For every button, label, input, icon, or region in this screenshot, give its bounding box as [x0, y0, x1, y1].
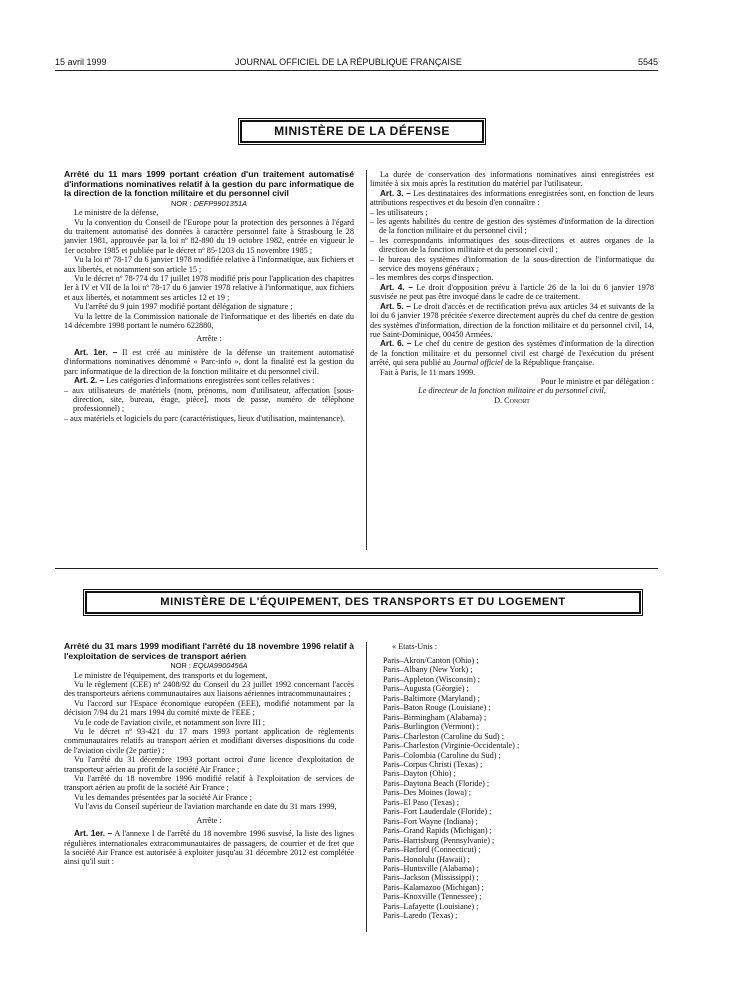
visa-paragraph: Vu le décret nº 93-421 du 17 mars 1993 portant application de règlements communautaires relatifs au transport aérien et modifiant diverses dispositions du code de l'aviation civile (2e partie) ;	[64, 727, 354, 755]
list-item: Paris–Charleston (Caroline du Sud) ;	[383, 731, 504, 741]
header-rule	[55, 70, 658, 71]
section-rule	[55, 568, 658, 569]
list-item: – les membres des corps d'inspection.	[370, 273, 494, 283]
signature-name: D. Conort	[494, 395, 530, 405]
visa-paragraph: Vu les demandes présentées par la société Air France ;	[74, 792, 252, 802]
list-item: Paris–Augusta (Géorgie) ;	[383, 684, 469, 694]
list-item: Paris–Harrisburg (Pennsylvanie) ;	[383, 835, 495, 845]
visa-list	[64, 671, 354, 812]
ministry-heading-equipement: MINISTÈRE DE L'ÉQUIPEMENT, DES TRANSPORTS ET DU LOGEMENT	[85, 591, 641, 614]
list-item: Paris–Birmingham (Alabama) ;	[383, 712, 487, 722]
visa-paragraph: Le ministre de la défense,	[74, 208, 159, 218]
article-4: Art. 4. – Le droit d'opposition prévu à l'article 26 de la loi du 6 janvier 1978 susvisée ne peut pas être invoqué dans le cadre de ce traitement.	[370, 282, 654, 302]
list-item: Paris–Dayton (Ohio) ;	[383, 769, 456, 779]
visa-paragraph: Vu la loi nº 78-17 du 6 janvier 1978 modifiée relative à l'informatique, aux fichiers et aux libertés, et notamment son article 15 ;	[64, 255, 354, 274]
decree-title: Arrêté du 11 mars 1999 portant création d'un traitement automatisé d'informations nominatives relatif à la gestion du parc informatique de la direction de la fonction militaire et du personnel civil	[64, 169, 354, 199]
list-item: Paris–Baton Rouge (Louisiane) ;	[383, 703, 491, 713]
list-item: Paris–Appleton (Wisconsin) ;	[383, 674, 480, 684]
article-2: Art. 2. – Les catégories d'informations enregistrées sont celles relatives :	[74, 376, 315, 386]
visa-paragraph: Vu le décret nº 78-774 du 17 juillet 1978 modifié pris pour l'application des chapitres Ier à IV et VII de la loi nº 78-17 du 6 janvier 1978 relative à l'informatique, aux fichiers et aux libertés, et notamment ses articles 12 et 19 ;	[64, 274, 354, 302]
list-item: Paris–Charleston (Virginie-Occidentale) ;	[383, 741, 520, 751]
visa-paragraph: Vu l'avis du Conseil supérieur de l'aviation marchande en date du 31 mars 1999,	[74, 802, 337, 812]
article-6: Art. 6. – Le chef du centre de gestion des systèmes d'information de la direction de la fonction militaire et du personnel civil est chargé de l'exécution du présent arrêté, qui sera publié au Journal officiel de la République française.	[370, 339, 654, 368]
visa-paragraph: Vu l'arrêté du 9 juin 1997 modifié portant délégation de signature ;	[74, 302, 293, 312]
visa-list	[64, 208, 354, 330]
visa-paragraph: Vu le code de l'aviation civile, et notamment son livre III ;	[74, 717, 266, 727]
list-item: Paris–Des Moines (Iowa) ;	[383, 788, 471, 798]
list-item: Paris–Burlington (Vermont) ;	[383, 722, 479, 732]
etats-unis-heading: « Etats-Unis :	[392, 642, 438, 651]
article-2-list	[64, 386, 354, 424]
page-header	[55, 57, 658, 69]
nor-reference: NOR : EQUA9900456A	[170, 661, 248, 671]
list-item: Paris–Knoxville (Tennessee) ;	[383, 892, 482, 902]
list-item: – aux matériels et logiciels du parc (caractéristiques, lieux d'utilisation, maintenance).	[64, 413, 345, 423]
list-item: Paris–Corpus Christi (Texas) ;	[383, 759, 483, 769]
list-item: Paris–Baltimore (Maryland) ;	[383, 693, 480, 703]
article-1: Art. 1er. – Il est créé au ministère de la défense un traitement automatisé d'informations nominatives dénommé « Parc-info », dont la finalité est la gestion du parc informatique de la direction de la fonction militaire et du personnel civil.	[64, 347, 354, 376]
visa-paragraph: Le ministre de l'équipement, des transports et du logement,	[74, 670, 268, 680]
list-item: Paris–Harford (Connecticut) ;	[383, 845, 481, 855]
list-item: Paris–El Paso (Texas) ;	[383, 797, 460, 807]
article-3-list	[370, 208, 654, 283]
list-item: Paris–Kalamazoo (Michigan) ;	[383, 882, 484, 892]
equipement-left-column	[64, 642, 354, 867]
article-3: Art. 3. – Les destinataires des informations enregistrées sont, en fonction de leurs attributions respectives et du besoin d'en connaître :	[370, 188, 654, 208]
header-date: 15 avril 1999	[55, 57, 107, 67]
list-item: – le bureau des systèmes d'information de la sous-direction de l'informatique du service des moyens généraux ;	[370, 254, 654, 274]
route-list	[383, 656, 653, 921]
article-5: Art. 5. – Le droit d'accès et de rectification prévu aux articles 34 et suivants de la loi du 6 janvier 1978 précitée s'exerce directement auprès du chef du centre de gestion des systèmes d'information, direction de la fonction militaire et du personnel civil, 14, rue Saint-Dominique, 00450 Armées.	[370, 301, 654, 339]
list-item: – les correspondants informatiques des sous-directions et autres organes de la direction de la fonction militaire et du personnel civil ;	[370, 235, 654, 255]
list-item: Paris–Akron/Canton (Ohio) ;	[383, 656, 479, 665]
column-divider	[366, 642, 367, 932]
visa-paragraph: Vu le règlement (CEE) nº 2408/92 du Conseil du 23 juillet 1992 concernant l'accès des transporteurs aériens communautaires aux liaisons aériennes intracommunautaires ;	[64, 680, 354, 699]
article-1: Art. 1er. – A l'annexe I de l'arrêté du 18 novembre 1996 susvisé, la liste des lignes régulières internationales extracommunautaires de passagers, de courrier et de fret que la société Air France est autorisée à exploiter jusqu'au 31 décembre 2012 est complétée ainsi qu'il suit :	[64, 829, 354, 867]
etats-unis-heading-wrap	[392, 642, 652, 651]
visa-paragraph: Vu la convention du Conseil de l'Europe pour la protection des personnes à l'égard du traitement automatisé des données à caractère personnel faite à Strasbourg le 28 janvier 1981, approuvée par la loi nº 82-890 du 19 octobre 1982, entrée en vigueur le 1er octobre 1985 et publiée par le décret nº 85-1203 du 15 novembre 1985 ;	[64, 217, 354, 255]
visa-paragraph: Vu l'arrêté du 18 novembre 1996 modifié relatif à l'exploitation de services de transport aérien au profit de la société Air France ;	[64, 774, 354, 793]
list-item: Paris–Huntsville (Alabama) ;	[383, 863, 479, 873]
arrete-label: Arrête :	[196, 334, 222, 344]
list-item: Paris–Colombia (Caroline du Sud) ;	[383, 750, 501, 760]
list-item: – aux utilisateurs de matériels (nom, prénoms, nom d'utilisateur, affectation [sous-direction, site, bureau, étage, pièce], mots de passe, numéro de téléphone professionnel) ;	[64, 385, 354, 414]
visa-paragraph: Vu la lettre de la Commission nationale de l'informatique et des libertés en date du 14 décembre 1998 portant le numéro 622880,	[64, 311, 354, 331]
retention-paragraph: La durée de conservation des informations nominatives ainsi enregistrées est limitée à six mois après la restitution du matériel par l'utilisateur.	[370, 170, 654, 189]
list-item: Paris–Honolulu (Hawaii) ;	[383, 854, 470, 864]
arrete-label: Arrête :	[196, 815, 222, 825]
ministry-heading-defense: MINISTÈRE DE LA DÉFENSE	[240, 120, 484, 143]
header-journal: JOURNAL OFFICIEL DE LA RÉPUBLIQUE FRANÇAISE	[235, 57, 462, 67]
signature-delegation: Pour le ministre et par délégation :	[540, 376, 654, 386]
visa-paragraph: Vu l'accord sur l'Espace économique européen (EEE), modifié notamment par la décision 7/94 du 21 mars 1994 du comité mixte de l'EEE ;	[64, 698, 354, 718]
list-item: Paris–Daytona Beach (Floride) ;	[383, 778, 490, 788]
header-page-number: 5545	[637, 57, 658, 67]
list-item: – les utilisateurs ;	[370, 207, 428, 217]
list-item: Paris–Fort Lauderdale (Floride) ;	[383, 807, 492, 817]
decree-title: Arrêté du 31 mars 1999 modifiant l'arrêté du 18 novembre 1996 relatif à l'exploitation de services de transport aérien	[64, 641, 354, 661]
defense-left-column	[64, 170, 354, 423]
list-item: Paris–Jackson (Mississippi) ;	[383, 873, 479, 883]
list-item: Paris–Laredo (Texas) ;	[383, 911, 458, 921]
list-item: – les agents habilités du centre de gestion des systèmes d'information de la direction de la fonction militaire et du personnel civil ;	[370, 217, 654, 236]
nor-reference: NOR : DEFP9901351A	[170, 198, 247, 208]
list-item: Paris–Albany (New York) ;	[383, 665, 473, 675]
column-divider	[366, 170, 367, 550]
list-item: Paris–Grand Rapids (Michigan) ;	[383, 826, 492, 836]
list-item: Paris–Fort Wayne (Indiana) ;	[383, 816, 478, 826]
visa-paragraph: Vu l'arrêté du 31 décembre 1993 portant octroi d'une licence d'exploitation de transporteur aérien au profit de la société Air France ;	[64, 755, 354, 774]
signature-title: Le directeur de la fonction militaire et du personnel civil,	[418, 386, 606, 396]
list-item: Paris–Lafayette (Louisiane) ;	[383, 901, 479, 911]
fait-a-paris: Fait à Paris, le 11 mars 1999.	[380, 367, 476, 377]
defense-right-column	[370, 170, 654, 405]
